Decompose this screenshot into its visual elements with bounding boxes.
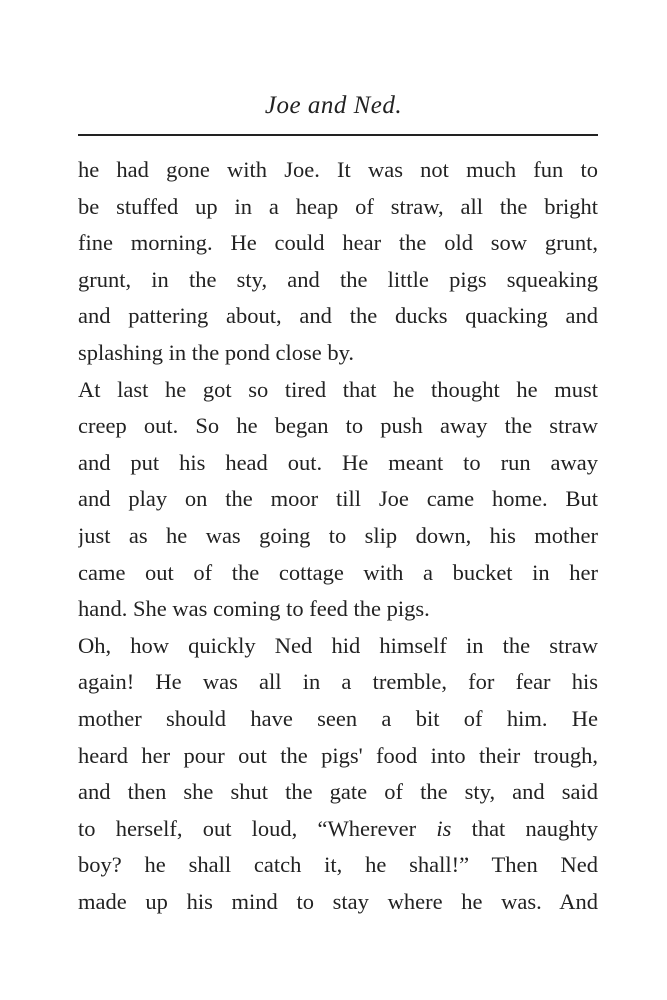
text-line: be stuffed up in a heap of straw, all the bright — [78, 193, 598, 219]
text-line: boy? he shall catch it, he shall!” Then Ned — [78, 852, 598, 878]
text-line: At last he got so tired that he thought he must — [78, 376, 598, 402]
header-rule — [78, 134, 598, 136]
text-line: came out of the cottage with a bucket in her — [78, 559, 598, 585]
text-line: fine morning. He could hear the old sow grunt, — [78, 230, 598, 256]
text-line: and play on the moor till Joe came home. But — [78, 486, 598, 512]
emphasis: is — [436, 815, 452, 841]
body-text — [78, 152, 598, 920]
text-line: and put his head out. He meant to run away — [78, 449, 598, 475]
text-line: hand. She was coming to feed the pigs. — [78, 596, 430, 622]
text-line: and pattering about, and the ducks quacking and — [78, 303, 598, 329]
text-line: creep out. So he began to push away the straw — [78, 413, 598, 439]
text-line: just as he was going to slip down, his mother — [78, 522, 598, 548]
text-line: again! He was all in a tremble, for fear his — [78, 669, 598, 695]
text-line: splashing in the pond close by. — [78, 339, 355, 365]
running-head: Joe and Ned. — [264, 92, 403, 119]
text-line: mother should have seen a bit of him. He — [78, 705, 598, 731]
text-line: made up his mind to stay where he was. And — [78, 888, 598, 914]
text-line: and then she shut the gate of the sty, and said — [78, 779, 598, 805]
text-line: heard her pour out the pigs' food into their trough, — [78, 742, 598, 768]
text-line: to herself, out loud, “Wherever is that naughty — [78, 815, 598, 841]
text-line: grunt, in the sty, and the little pigs squeaking — [78, 266, 598, 292]
text-line: Oh, how quickly Ned hid himself in the straw — [78, 632, 598, 658]
text-line: he had gone with Joe. It was not much fun to — [78, 157, 598, 182]
